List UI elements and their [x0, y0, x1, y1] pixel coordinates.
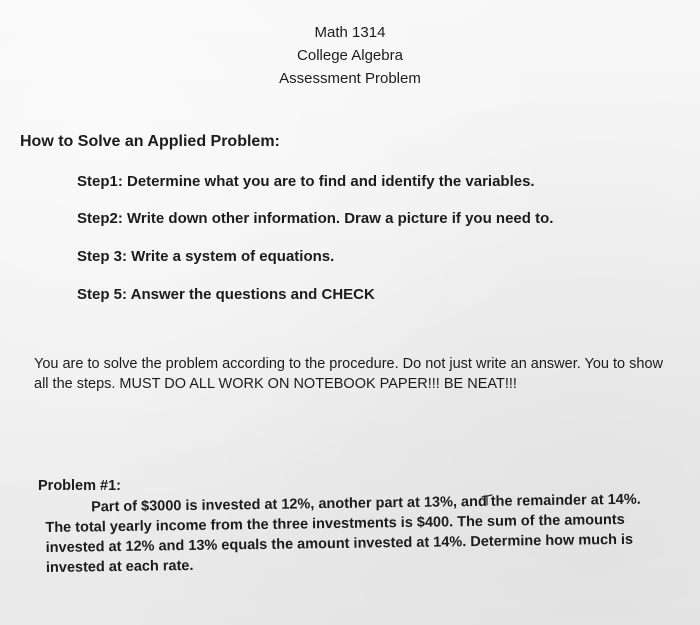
step-1: Step1: Determine what you are to find and identify the variables. [77, 173, 535, 190]
problem-label: Problem #1: [38, 478, 121, 494]
step-5: Step 5: Answer the questions and CHECK [77, 286, 375, 303]
document-header [0, 21, 700, 90]
course-number: Math 1314 [314, 24, 386, 41]
instructions-paragraph: You are to solve the problem according to the procedure. Do not just write an answer. You to show all the steps. MUST DO ALL WORK ON NOTEBOOK PAPER!!! BE NEAT!!! [34, 356, 663, 392]
document-type: Assessment Problem [279, 70, 421, 87]
step-3: Step 3: Write a system of equations. [77, 248, 335, 265]
procedure-title: How to Solve an Applied Problem: [20, 133, 280, 150]
course-name: College Algebra [297, 47, 403, 64]
pen-mark-icon [480, 494, 494, 506]
step-2: Step2: Write down other information. Draw a picture if you need to. [77, 210, 554, 227]
problem-statement: Part of $3000 is invested at 12%, another part at 13%, and the remainder at 14%. The total yearly income from the three investments is $400. The sum of the amounts invested at 12% and 13% equals the amount invested at 14%. Determine how much is invested at each rate. [45, 491, 641, 576]
